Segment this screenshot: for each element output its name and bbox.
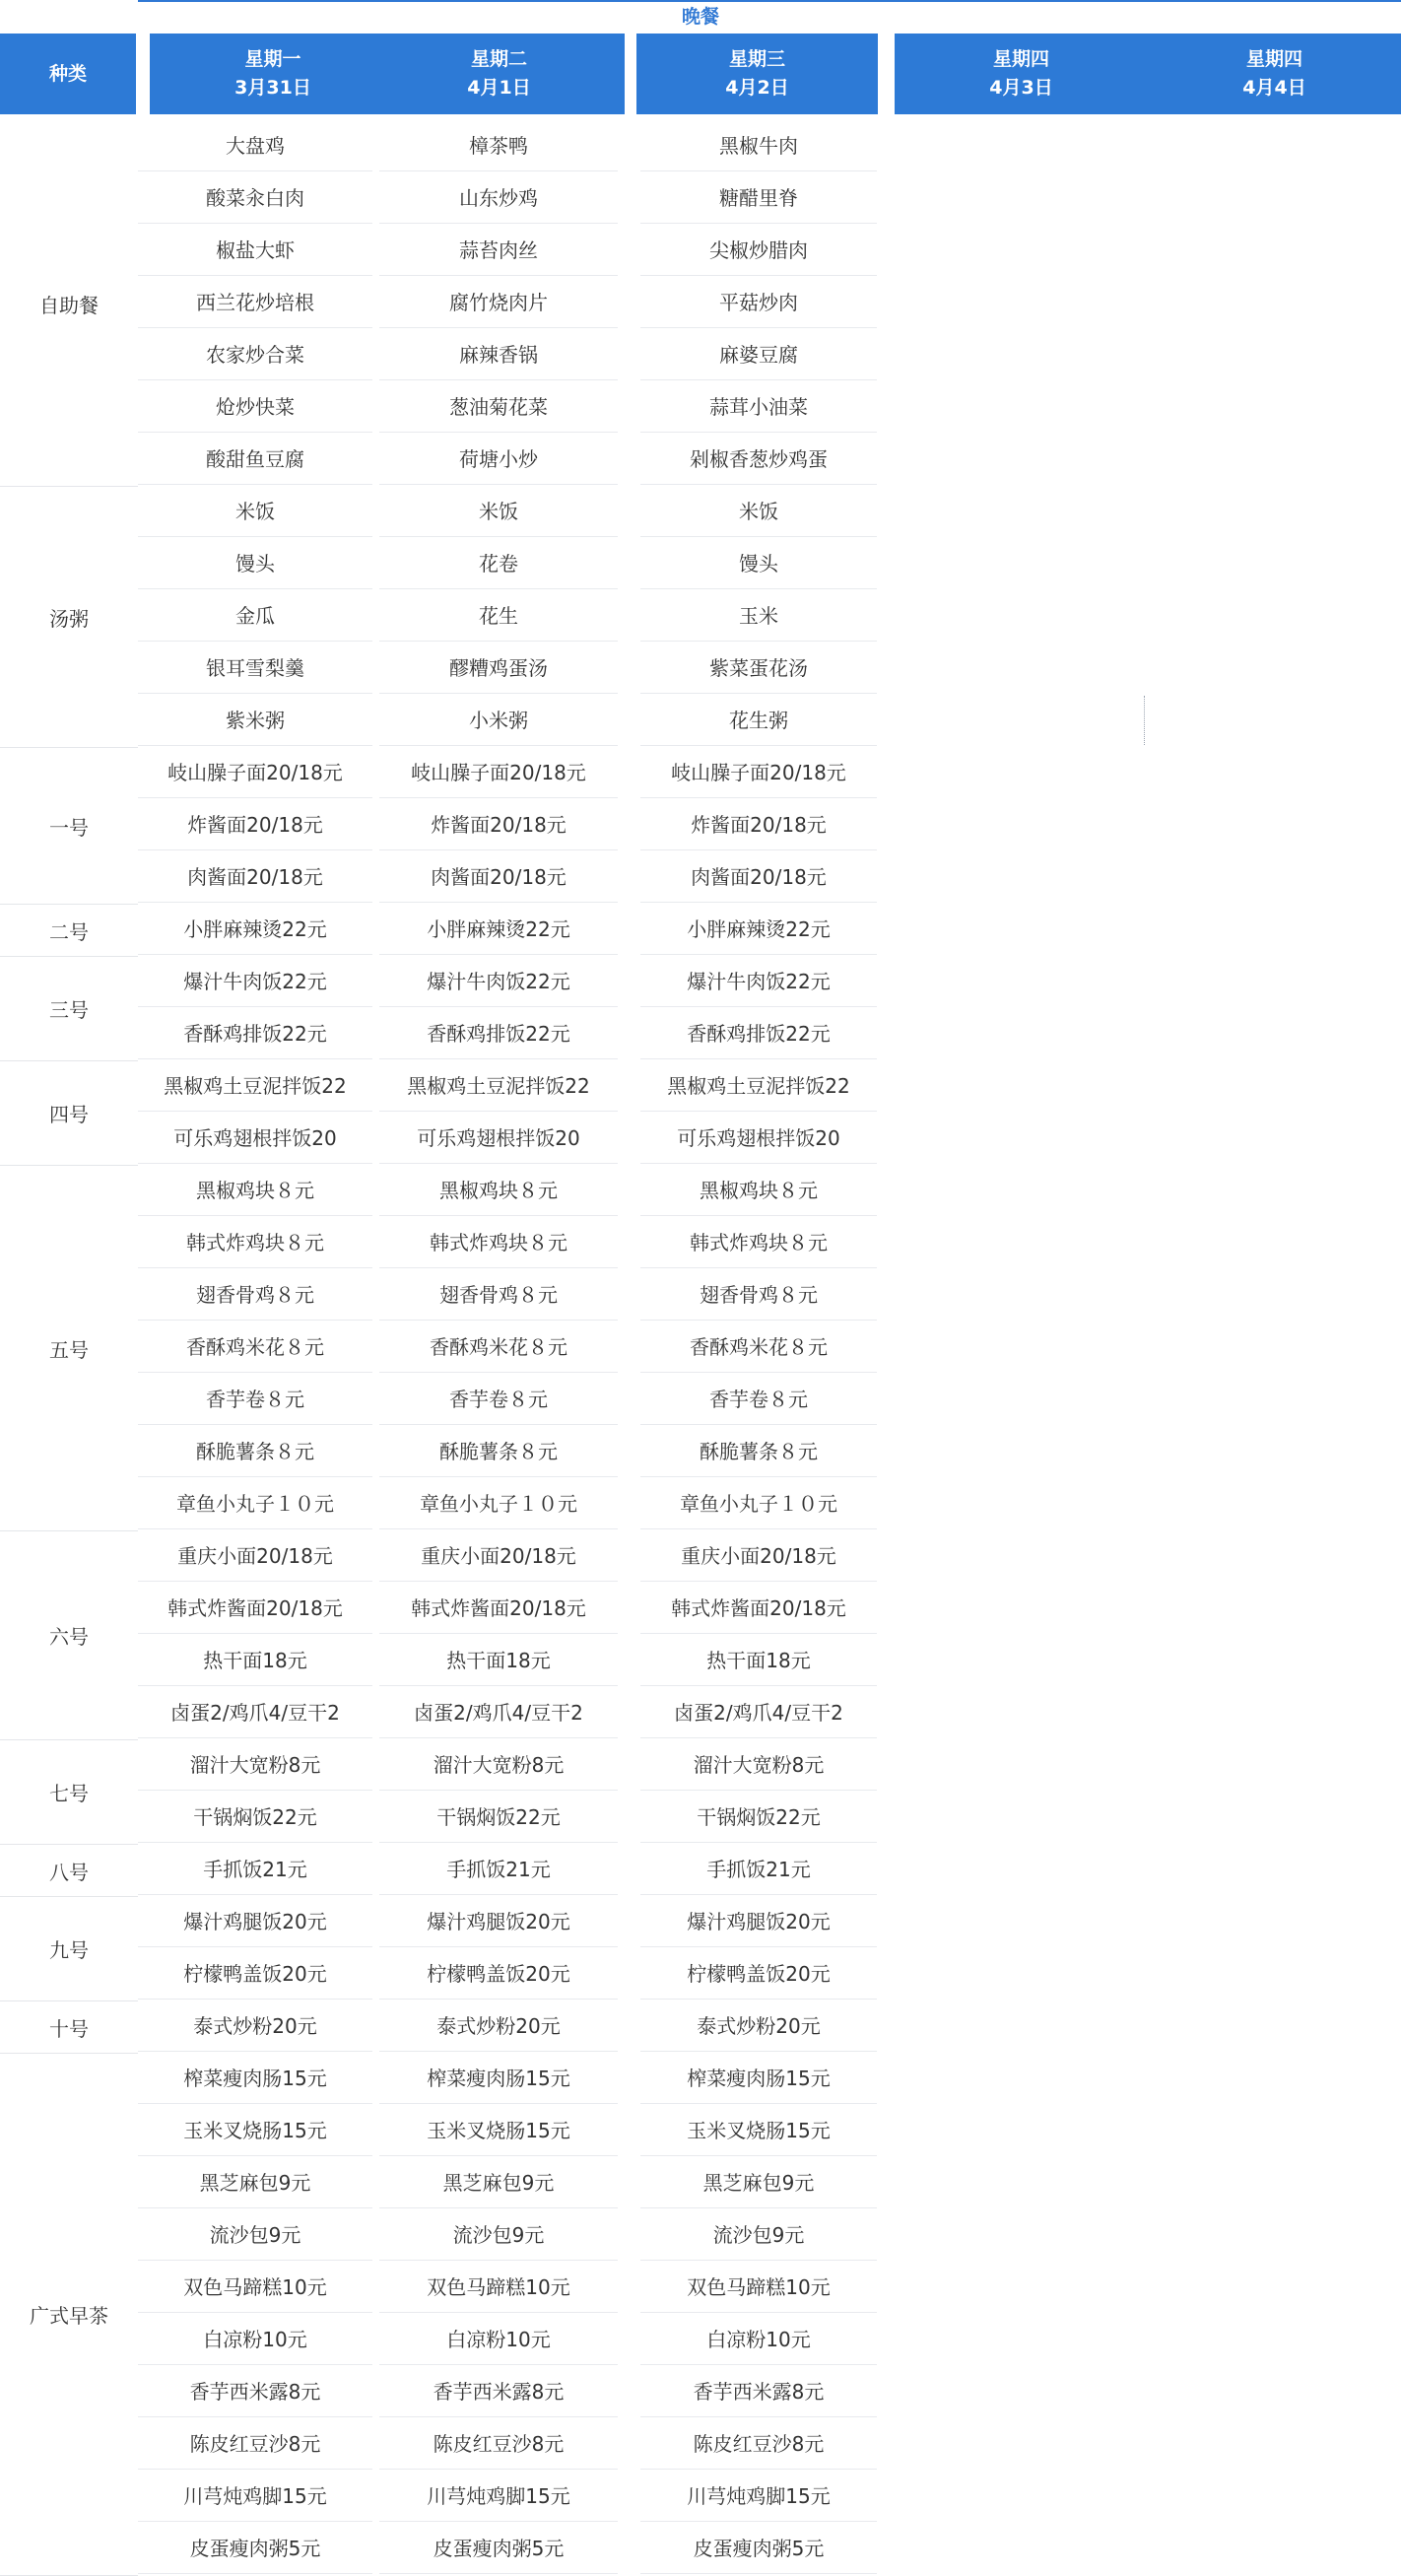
menu-item: 紫菜蛋花汤 (640, 644, 877, 694)
category-label: 一号 (0, 748, 138, 905)
menu-item: 香酥鸡排饭22元 (640, 1009, 877, 1059)
weekday-label: 星期三 (728, 48, 785, 70)
menu-item: 爆汁牛肉饭22元 (138, 957, 372, 1007)
menu-item: 手抓饭21元 (379, 1845, 618, 1895)
menu-item: 热干面18元 (640, 1636, 877, 1686)
menu-item: 肉酱面20/18元 (379, 852, 618, 903)
menu-item: 麻婆豆腐 (640, 330, 877, 380)
menu-item: 肉酱面20/18元 (138, 852, 372, 903)
menu-item: 重庆小面20/18元 (138, 1531, 372, 1582)
menu-item: 馒头 (640, 539, 877, 589)
menu-item: 香酥鸡米花８元 (379, 1322, 618, 1373)
header-day-2 (373, 34, 625, 114)
menu-item: 岐山臊子面20/18元 (640, 748, 877, 798)
menu-item: 香酥鸡米花８元 (640, 1322, 877, 1373)
menu-item: 炸酱面20/18元 (379, 800, 618, 850)
category-label: 广式早茶 (0, 2054, 138, 2576)
menu-item: 山东炒鸡 (379, 173, 618, 224)
header-day-1 (150, 34, 396, 114)
menu-item: 花卷 (379, 539, 618, 589)
menu-item: 陈皮红豆沙8元 (138, 2419, 372, 2470)
menu-item: 香芋卷８元 (379, 1375, 618, 1425)
menu-item: 酸菜汆白肉 (138, 173, 372, 224)
menu-item: 小米粥 (379, 696, 618, 746)
category-label: 九号 (0, 1897, 138, 2001)
menu-item: 香芋西米露8元 (640, 2367, 877, 2417)
meal-title: 晚餐 (681, 6, 719, 28)
menu-item: 紫米粥 (138, 696, 372, 746)
menu-item: 榨菜瘦肉肠15元 (640, 2054, 877, 2104)
menu-item: 肉酱面20/18元 (640, 852, 877, 903)
menu-item: 可乐鸡翅根拌饭20 (138, 1114, 372, 1164)
dotted-divider (1144, 696, 1145, 745)
menu-item: 皮蛋瘦肉粥5元 (640, 2524, 877, 2574)
menu-item: 花生 (379, 591, 618, 642)
menu-item: 韩式炸鸡块８元 (640, 1218, 877, 1268)
menu-item: 流沙包9元 (640, 2210, 877, 2261)
menu-item: 剁椒香葱炒鸡蛋 (640, 435, 877, 485)
menu-item: 卤蛋2/鸡爪4/豆干2 (138, 1688, 372, 1738)
date-label: 4月1日 (467, 77, 531, 99)
menu-item: 翅香骨鸡８元 (640, 1270, 877, 1321)
menu-item: 韩式炸鸡块８元 (138, 1218, 372, 1268)
menu-item: 酥脆薯条８元 (138, 1427, 372, 1477)
weekday-label: 星期四 (992, 48, 1049, 70)
menu-item: 香芋卷８元 (138, 1375, 372, 1425)
menu-item: 陈皮红豆沙8元 (379, 2419, 618, 2470)
weekday-label: 星期四 (1245, 48, 1302, 70)
menu-item: 爆汁牛肉饭22元 (379, 957, 618, 1007)
menu-item: 白凉粉10元 (379, 2315, 618, 2365)
menu-item: 柠檬鸭盖饭20元 (379, 1949, 618, 2000)
menu-item: 椒盐大虾 (138, 226, 372, 276)
menu-item: 炸酱面20/18元 (138, 800, 372, 850)
menu-item: 香酥鸡米花８元 (138, 1322, 372, 1373)
menu-item: 皮蛋瘦肉粥5元 (138, 2524, 372, 2574)
menu-item: 金瓜 (138, 591, 372, 642)
menu-item: 银耳雪梨羹 (138, 644, 372, 694)
category-label: 三号 (0, 957, 138, 1061)
menu-item: 香酥鸡排饭22元 (379, 1009, 618, 1059)
menu-item: 酸甜鱼豆腐 (138, 435, 372, 485)
category-header-label: 种类 (48, 63, 87, 85)
category-label: 自助餐 (0, 121, 138, 487)
menu-item: 小胖麻辣烫22元 (379, 905, 618, 955)
menu-item: 韩式炸酱面20/18元 (138, 1584, 372, 1634)
menu-item: 黑椒鸡块８元 (379, 1166, 618, 1216)
menu-item: 双色马蹄糕10元 (379, 2263, 618, 2313)
menu-item: 柠檬鸭盖饭20元 (138, 1949, 372, 2000)
menu-item: 流沙包9元 (379, 2210, 618, 2261)
category-label: 五号 (0, 1166, 138, 1531)
menu-item: 玉米 (640, 591, 877, 642)
menu-item: 榨菜瘦肉肠15元 (379, 2054, 618, 2104)
menu-item: 重庆小面20/18元 (640, 1531, 877, 1582)
menu-item: 章鱼小丸子１０元 (138, 1479, 372, 1529)
menu-item: 小胖麻辣烫22元 (640, 905, 877, 955)
menu-item: 章鱼小丸子１０元 (379, 1479, 618, 1529)
menu-item: 手抓饭21元 (640, 1845, 877, 1895)
menu-item: 炸酱面20/18元 (640, 800, 877, 850)
menu-item: 韩式炸鸡块８元 (379, 1218, 618, 1268)
header-day-5 (1148, 34, 1401, 114)
menu-item: 醪糟鸡蛋汤 (379, 644, 618, 694)
menu-item: 可乐鸡翅根拌饭20 (640, 1114, 877, 1164)
menu-item: 米饭 (640, 487, 877, 537)
menu-item: 香酥鸡排饭22元 (138, 1009, 372, 1059)
menu-item: 蒜茸小油菜 (640, 382, 877, 433)
date-label: 4月3日 (989, 77, 1053, 99)
menu-item: 糖醋里脊 (640, 173, 877, 224)
menu-item: 皮蛋瘦肉粥5元 (379, 2524, 618, 2574)
menu-item: 热干面18元 (138, 1636, 372, 1686)
category-label: 六号 (0, 1531, 138, 1740)
header-day-4-5 (895, 34, 1401, 114)
menu-item: 柠檬鸭盖饭20元 (640, 1949, 877, 2000)
menu-item: 榨菜瘦肉肠15元 (138, 2054, 372, 2104)
menu-item: 黑椒牛肉 (640, 121, 877, 171)
menu-item: 米饭 (138, 487, 372, 537)
menu-item: 黑芝麻包9元 (379, 2158, 618, 2208)
menu-item: 荷塘小炒 (379, 435, 618, 485)
header-day-4 (895, 34, 1148, 114)
menu-item: 流沙包9元 (138, 2210, 372, 2261)
menu-item: 双色马蹄糕10元 (640, 2263, 877, 2313)
menu-item: 米饭 (379, 487, 618, 537)
menu-item: 爆汁鸡腿饭20元 (640, 1897, 877, 1947)
menu-item: 白凉粉10元 (138, 2315, 372, 2365)
menu-item: 爆汁牛肉饭22元 (640, 957, 877, 1007)
weekday-label: 星期二 (470, 48, 527, 70)
menu-item: 香芋西米露8元 (138, 2367, 372, 2417)
menu-item: 卤蛋2/鸡爪4/豆干2 (379, 1688, 618, 1738)
menu-item: 黑椒鸡土豆泥拌饭22 (138, 1061, 372, 1112)
menu-item: 樟茶鸭 (379, 121, 618, 171)
menu-item: 黑芝麻包9元 (138, 2158, 372, 2208)
menu-item: 黑芝麻包9元 (640, 2158, 877, 2208)
category-label: 七号 (0, 1740, 138, 1845)
menu-item: 韩式炸酱面20/18元 (379, 1584, 618, 1634)
menu-item: 麻辣香锅 (379, 330, 618, 380)
menu-item: 黑椒鸡块８元 (640, 1166, 877, 1216)
menu-item: 平菇炒肉 (640, 278, 877, 328)
menu-item: 黑椒鸡土豆泥拌饭22 (379, 1061, 618, 1112)
category-label: 八号 (0, 1845, 138, 1897)
menu-item: 川芎炖鸡脚15元 (640, 2472, 877, 2522)
menu-item: 翅香骨鸡８元 (379, 1270, 618, 1321)
menu-item: 岐山臊子面20/18元 (138, 748, 372, 798)
menu-item: 章鱼小丸子１０元 (640, 1479, 877, 1529)
menu-item: 馒头 (138, 539, 372, 589)
menu-item: 小胖麻辣烫22元 (138, 905, 372, 955)
menu-item: 腐竹烧肉片 (379, 278, 618, 328)
menu-item: 黑椒鸡块８元 (138, 1166, 372, 1216)
menu-item: 陈皮红豆沙8元 (640, 2419, 877, 2470)
menu-item: 干锅焖饭22元 (138, 1793, 372, 1843)
menu-item: 川芎炖鸡脚15元 (138, 2472, 372, 2522)
category-label: 四号 (0, 1061, 138, 1166)
menu-item: 翅香骨鸡８元 (138, 1270, 372, 1321)
menu-item: 双色马蹄糕10元 (138, 2263, 372, 2313)
menu-item: 爆汁鸡腿饭20元 (379, 1897, 618, 1947)
menu-item: 卤蛋2/鸡爪4/豆干2 (640, 1688, 877, 1738)
menu-item: 岐山臊子面20/18元 (379, 748, 618, 798)
menu-item: 白凉粉10元 (640, 2315, 877, 2365)
header-category (0, 34, 136, 114)
menu-item: 花生粥 (640, 696, 877, 746)
menu-item: 可乐鸡翅根拌饭20 (379, 1114, 618, 1164)
menu-item: 川芎炖鸡脚15元 (379, 2472, 618, 2522)
menu-item: 玉米叉烧肠15元 (640, 2106, 877, 2156)
menu-item: 手抓饭21元 (138, 1845, 372, 1895)
menu-item: 西兰花炒培根 (138, 278, 372, 328)
category-label: 十号 (0, 2001, 138, 2054)
menu-item: 酥脆薯条８元 (379, 1427, 618, 1477)
weekday-label: 星期一 (244, 48, 301, 70)
menu-item: 重庆小面20/18元 (379, 1531, 618, 1582)
menu-item: 葱油菊花菜 (379, 382, 618, 433)
menu-item: 热干面18元 (379, 1636, 618, 1686)
menu-item: 蒜苔肉丝 (379, 226, 618, 276)
date-label: 4月4日 (1242, 77, 1306, 99)
menu-item: 香芋卷８元 (640, 1375, 877, 1425)
menu-item: 大盘鸡 (138, 121, 372, 171)
menu-item: 干锅焖饭22元 (379, 1793, 618, 1843)
menu-item: 酥脆薯条８元 (640, 1427, 877, 1477)
date-label: 3月31日 (234, 77, 311, 99)
category-label: 二号 (0, 905, 138, 957)
header-day-3 (636, 34, 878, 114)
category-label: 汤粥 (0, 487, 138, 748)
menu-item: 溜汁大宽粉8元 (640, 1740, 877, 1791)
menu-item: 爆汁鸡腿饭20元 (138, 1897, 372, 1947)
menu-item: 尖椒炒腊肉 (640, 226, 877, 276)
menu-item: 玉米叉烧肠15元 (379, 2106, 618, 2156)
menu-item: 炝炒快菜 (138, 382, 372, 433)
menu-item: 韩式炸酱面20/18元 (640, 1584, 877, 1634)
menu-item: 溜汁大宽粉8元 (379, 1740, 618, 1791)
menu-item: 泰式炒粉20元 (138, 2001, 372, 2052)
menu-item: 香芋西米露8元 (379, 2367, 618, 2417)
menu-item: 农家炒合菜 (138, 330, 372, 380)
menu-item: 泰式炒粉20元 (379, 2001, 618, 2052)
menu-item: 泰式炒粉20元 (640, 2001, 877, 2052)
menu-item: 黑椒鸡土豆泥拌饭22 (640, 1061, 877, 1112)
date-label: 4月2日 (725, 77, 789, 99)
menu-item: 玉米叉烧肠15元 (138, 2106, 372, 2156)
menu-item: 溜汁大宽粉8元 (138, 1740, 372, 1791)
menu-item: 干锅焖饭22元 (640, 1793, 877, 1843)
